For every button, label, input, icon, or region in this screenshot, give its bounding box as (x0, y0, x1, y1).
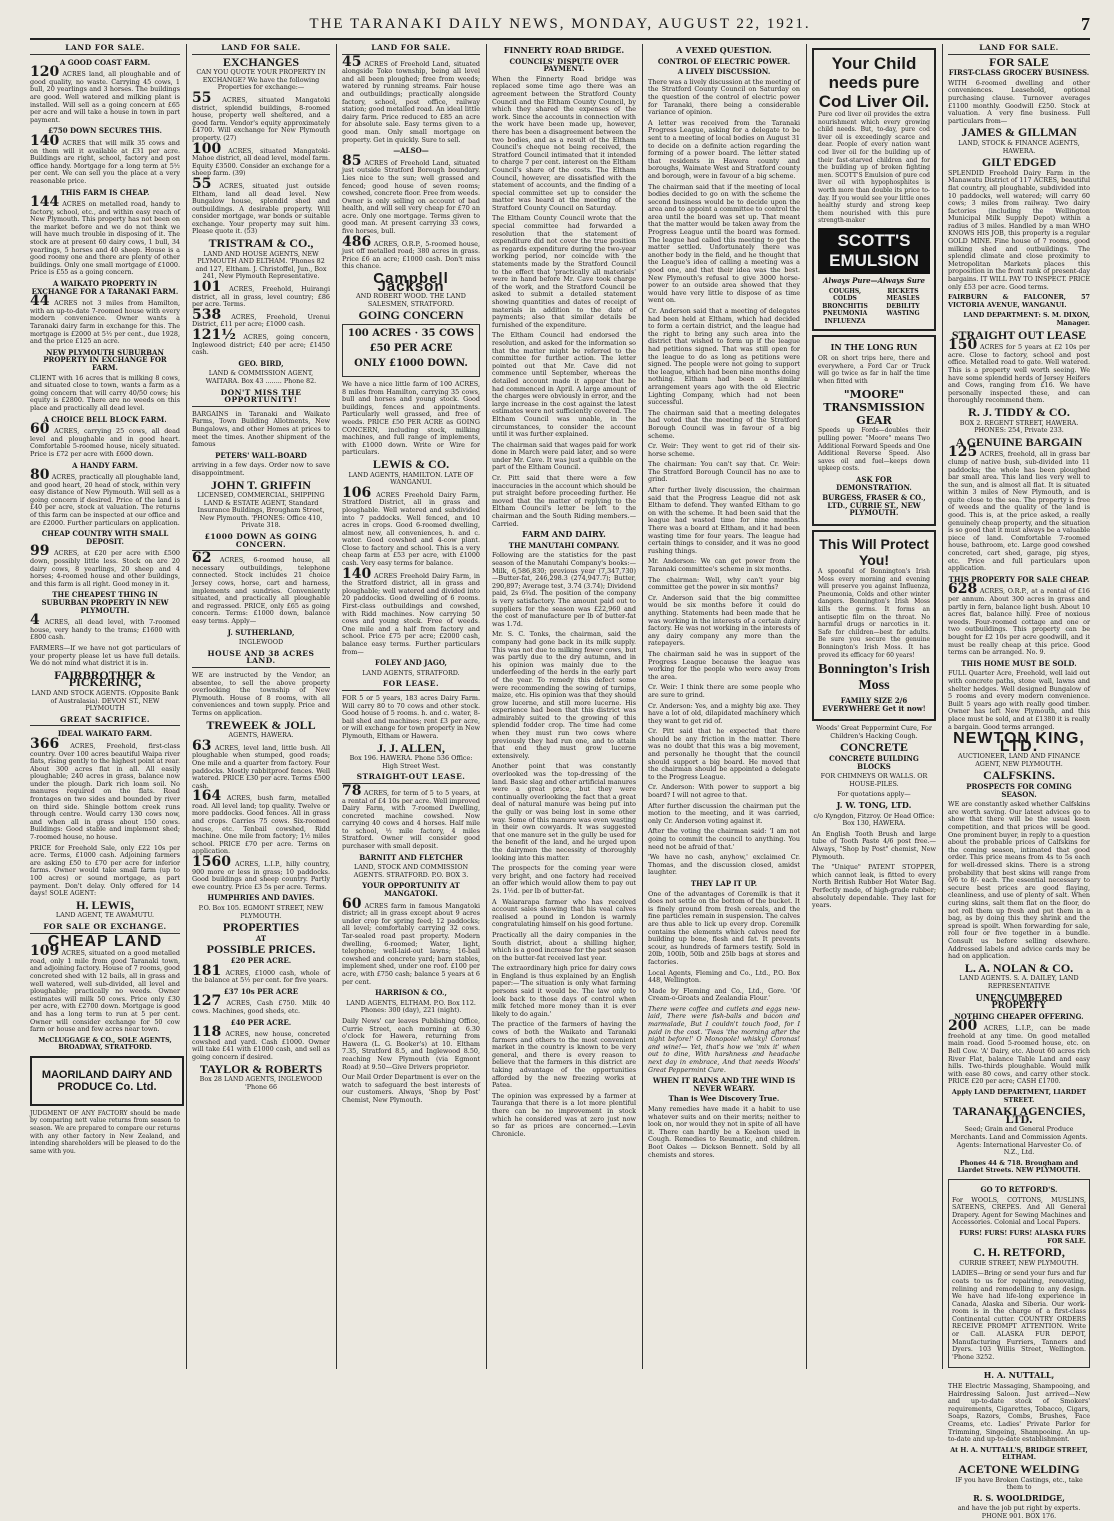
ad-body: 1560 ACRES, L.I.P., hilly country, 900 more or less in grass; 10 paddocks. Good buildings and sheep country. Partly ewe country. Price £3 5s per acre. Terms. (192, 854, 330, 891)
masthead (30, 14, 1090, 40)
ad-body: 366 ACRES, Freehold, first-class country. Over 100 acres beautiful Waipa river flats, rising gently to the highest point at rear. About 300 acres flat in all. All easily ploughable; 240 acres in grass, balance now under the plough. Dark rich loam soil. No manures required on the flats. Road frontages on two sides and bounded by river on third side. Shingle bottom creek runs through centre. Would carry 130 cows now, and when all in grass about 150 cows. Buildings: Good stable and implement shed; 7-roomed house, no house. (30, 735, 180, 842)
article-paragraph: Mr. Anderson: We can get power from the Taranaki committee's scheme in six months. (648, 557, 800, 573)
article-paragraph: Mr. S. C. Tonks, the chairman, said the company had gone back in its milk supply. This was not due to milking fewer cows, but was partly due to the dry autumn, and in his opinion was mainly due to the underfeeding of the herds in the early part of the year. To remedy this defect some were recommending the sowing of turnips, maize, etc. His opinion was that they should grow lucerne, and still more lucerne. His experience had been that this district was admirably suited to the growing of this splendid fodder crop. The time had come when they must run two cows where previously they had run one, and to attain that end they must grow lucerne extensively. (492, 630, 636, 760)
ad-body: 150 ACRES for 5 years at £2 10s per acre. Close to factory, school and post office. Metalled road to gate. Well watered. This is a property well worth seeing. We have some splendid herds of Jersey Heifers and Cows, ranging from £16. We have personally inspected these, and can thoroughly recommend them. (948, 337, 1090, 405)
ad-headline: IN THE LONG RUN (830, 342, 918, 353)
agent-details: AUCTIONEER, LAND AND FINANCE AGENT, NEW PLYMOUTH. (958, 752, 1080, 768)
agent-name: HUMPHRIES AND DAVIES. (207, 893, 315, 903)
ad-body: SPLENDID Freehold Dairy Farm in the Manawatu District of 117 ACRES, beautiful flat country, all ploughable, subdivided into 10 paddocks, well watered; will carry 60 cows; 3 miles from railway. Two dairy factories (including the Wellington Municipal Milk Supply Depot) within a radius of 3 miles. Handled by a man WHO KNOWS HIS JOB, this property is a regular GOLD MINE. Fine house of 7 rooms, good milking shed and outbuildings. The splendid climate and close proximity to Metropolitan Markets places this proposition in the front rank of present-day bargains. IT WILL PAY TO INSPECT. PRICE only £53 per acre. Good terms. (948, 168, 1090, 291)
ad-title: FIRST-CLASS GROCERY BUSINESS. (948, 68, 1090, 78)
ad-figures: ONLY £1000 DOWN. (354, 358, 468, 369)
notice-text: Our Mail Order Department is ever on the watch to safeguard the best interests of our customers. Always, 'Shop by Post' Chemist, New Plymouth. (342, 1073, 480, 1104)
ad-headline: STRAIGHT OUT LEASE (951, 327, 1087, 342)
ad-body: 4 ACRES, all dead level, with 7-roomed house, very handy to the trams; £1600 with £800 cash. (30, 612, 180, 642)
ad-headline: Your Child needs pure Cod Liver Oil. (818, 54, 930, 111)
column-1 (30, 44, 180, 1369)
masthead-title: THE TARANAKI DAILY NEWS, MONDAY, AUGUST 22, 1921. (309, 16, 811, 32)
article-paragraph: The chairman said he was in support of the Progress League because the league was working for the people who were away from the area. (648, 649, 800, 681)
ad-body: FULL Quarter Acre, Freehold, well laid out with concrete paths, stone wall, lawns and shelter hedges. Well designed Bungalow of 5 rooms and every modern convenience. Built 5 years ago with really good timber. Owner has left New Plymouth, and this place must be sold, and at £1380 it is really a bargain. Good terms arranged. (948, 669, 1090, 731)
ad-title: YOUR OPPORTUNITY AT MANGATOKI. (362, 881, 460, 899)
agent-name: TARANAKI AGENCIES, LTD. (952, 1104, 1086, 1126)
irish-moss-ad (812, 530, 936, 721)
ad-headline: POSSIBLE PRICES. (206, 942, 316, 957)
agent-name: H. LEWIS, (76, 897, 134, 912)
agent-details: LAND AND STOCK AGENTS. (Opposite Bank of Australasia). DEVON ST., NEW PLYMOUTH (31, 688, 179, 713)
acre-number: 120 (30, 64, 60, 81)
ad-headline: EXCHANGES (222, 54, 299, 69)
ad-body: 486 ACRES, O.R.P., 5-roomed house, just off metalled road; 380 acres in grass. Price £6 an acre; £1000 cash. Don't miss this chance. (342, 233, 480, 271)
agent-details: LAND DEPARTMENT: S. M. DIXON, Manager. (963, 311, 1090, 327)
agent-name: J. J. ALLEN, (377, 740, 445, 755)
column-4 (492, 44, 636, 1369)
article-paragraph: Cr. Pitt said that there were a few inaccuracies in the account which should be put straight before proceeding further. He moved that the matter of replying to the Eltham Council's letter be left to the chairman and the South Riding members.—Carried. (492, 474, 636, 528)
agent-details: LAND AGENTS, HAMILTON. LATE OF WANGANUI. (348, 470, 474, 487)
agent-details: Phones 44 & 718. Brougham and Liardet Streets. NEW PLYMOUTH. (957, 1158, 1081, 1175)
agent-name: JOHN T. GRIFFIN (211, 477, 311, 492)
ad-body: OR on short trips here, there and everywhere, a Ford Car or Truck will go twice as far in half the time when fitted with (818, 355, 930, 385)
article-paragraph: The chairman: Well, why can't your big committee get the power in six months? (648, 575, 800, 592)
ailment-list: COUGHS, COLDS BRONCHITIS PNEUMONIA INFLUENZA RICKETS MEASLES DEBILITY WASTING (822, 287, 920, 325)
article-paragraph: Cr. Weir: I think there are some people who are sure to grind. (648, 683, 800, 699)
article-headline: FARM AND DAIRY. (522, 529, 606, 540)
agent-name: R. S. WOOLDRIDGE, (973, 1492, 1065, 1503)
ad-title: A WAIKATO PROPERTY IN EXCHANGE FOR A TARANAKI FARM. (31, 279, 179, 296)
section-heading: FOR SALE OR EXCHANGE. (30, 923, 180, 934)
ad-headline: AT (255, 933, 267, 943)
agent-details: BOX 2. REGENT STREET, HAWERA. PHONES: 254, Private 233. (959, 418, 1079, 435)
retford-ad (948, 1179, 1090, 1368)
agent-details: Seed; Grain and General Produce Merchants. Land and Commission Agents. Agents: International Harvester Co. of N.Z., Ltd. (950, 1125, 1088, 1157)
article-paragraph: There was a lively discussion at the meeting of the Stratford County Council on Saturday on the question of the control of electric power for Taranaki, there being a considerable variance of opinion. (648, 77, 800, 117)
ad-body: 121½ ACRES, going concern, Inglewood district; £40 per acre; £1450 cash. (192, 327, 330, 357)
article-paragraph: Cr. Pitt said that he expected that there should be any friction in the matter. There was no doubt that this was a big movement, and personally he thought that the council should support a big board. He moved that the chairman should be appointed a delegate to the Progress League. (648, 727, 800, 781)
column-rule (186, 44, 187, 1369)
article-paragraph: The chairman: You can't say that. Cr. Weir: The Stratford Borough Council has no axe to grind. (648, 460, 800, 484)
ad-body: WE are constantly asked whether Calfskins are worth saving. Our latest advices go to show that there will be the usual keen competition, and that prices will be good. One prominent buyer, in reply to a question about the probable prices of Calfskins for the coming season, intimated that good order. This price means from 4s to 5s each for well-dressed skins. There is a strong probability that best skins will range from 6/6 to 8/- each. The essential necessary to secure best prices are good flaying, cleanliness, and use of plenty of salt. When curing skins, salt them flat on the floor, do not roll them up fresh and put them in a bag, as by doing this they shrink and the spread is spoilt. When forwarding for sale, roll four or five together in a bundle. Consult us before selling elsewhere. Addressed labels and advice cards may be had on application. (948, 800, 1090, 961)
column-2 (192, 44, 330, 1369)
ad-body: For quotations apply— (837, 790, 911, 799)
ad-headline: CHEAP LAND (47, 932, 163, 950)
article-paragraph: After further discussion the chairman put the motion to the meeting, and it was carried, only Cr. Anderson voting against it. (648, 801, 800, 825)
ad-title: PETERS' WALL-BOARD (215, 450, 307, 460)
ad-body: 118 ACRES, new house, concreted cowshed and yard. Cash £1000. Owner will take £41 with £1000 cash, and sell as going concern if desired. (192, 1024, 330, 1061)
agent-name: TRISTRAM & CO., (208, 236, 314, 251)
ad-body: FARMERS—If we have not got particulars of your property please let us have full details. We do not mind what district it is in. (30, 643, 180, 668)
ad-body: 127 ACRES, Cash £750. Milk 40 cows. Machines, good sheds, etc. (192, 993, 330, 1015)
agent-name: FAIRBROTHER & PICKERING, (54, 667, 156, 690)
agent-details: c/o Kyngdon, Fitzroy. Or Head Office: Box 130, HAWERA. (813, 811, 935, 828)
column-5 (648, 44, 800, 1369)
moore-gear-ad (812, 335, 936, 526)
agent-details: AND ROBERT WOOD. THE LAND SALESMEN, STRATFORD. (356, 292, 466, 308)
brand-logo: Bonnington's Irish Moss (818, 662, 930, 694)
agent-details: and have the job put right by experts. PHONE 901. BOX 176. (957, 1504, 1081, 1520)
ad-callout: FURS! FURS! FURS! ALASKA FURS FOR SALE. (959, 1228, 1086, 1245)
article-paragraph: Practically all the dairy companies in the South district, about a shilling higher, which is a good increase for the past season on the butter-fat received last year. (492, 930, 636, 962)
column-rule (942, 44, 943, 1369)
ad-headline: FOR SALE (989, 54, 1049, 69)
going-concern-box (342, 324, 480, 377)
ad-title: PROSPECTS FOR COMING SEASON. (966, 782, 1072, 799)
agent-details: At H. A. NUTTALL'S, BRIDGE STREET, ELTHAM. (950, 1445, 1088, 1462)
agent-details: LICENSED, COMMERCIAL, SHIPPING LAND & ESTATE AGENT, Standard Insurance Buildings, Brougham Street, New Plymouth. 'PHONES: Office 410, Private 318. (197, 491, 325, 530)
ad-figures: 100 ACRES · 35 COWS (347, 328, 475, 339)
agent-details: Apply LAND DEPARTMENT, LIARDET STREET. (951, 1088, 1087, 1104)
column-7 (948, 43, 1090, 1520)
article-paragraph: Cr. Anderson said that a meeting of delegates had been held at Eltham, which had decided to form a certain district, and the league had the right to bring any such area into the district that wished to form up if the league had petitions signed. That was still open for the league to do as long as petitions were signed. The people were not going to support the league, which had been nine months doing nothing. Eltham had been a similar arrangement years ago with the old Electric Lighting Company, which had not been successful. (648, 307, 800, 407)
agent-details: AGENTS, HAWERA. (228, 731, 294, 740)
ad-headline: This Will Protect You! (819, 535, 929, 568)
article-paragraph: The Eltham County Council wrote that the special committee had forwarded a resolution that the statement of expenditure did not cover the true position as regards expenditure during the two-year working period, nor coincide with the statements made by the Stratford Council to the effect that 'practically all materials' were in hand before Mr. Cave took charge of the work, and the Stratford Council be asked to submit a detailed statement showing quantities and dates of receipt of materials in addition to the date of payments; also that similar details be furnished of the expenditure. (492, 214, 636, 329)
section-heading: LAND FOR SALE. (342, 44, 480, 55)
agent-name: L. A. NOLAN & CO. (964, 960, 1074, 975)
article-paragraph: One of the advantages of Coremilk is that it does not settle on the bottom of the bucket. It is finely ground from fresh cereals, and the fine particles remain in suspension. The calves are thus able to lick up every drop. Coremilk contains the elements which calves need for building up bone, flesh and fat. It prevents scour, as hundreds of farmers testify. Sold in 20lb, 100lb, 50lb and 25lb bags at stores and factories. (648, 889, 800, 966)
ad-title: THIS PROPERTY FOR SALE CHEAP. (948, 574, 1090, 584)
section-heading: FOR LEASE. (342, 680, 480, 691)
agent-details: Box 196. HAWERA. Phone 536 Office: High Street West. (349, 754, 473, 770)
ad-body: 60 ACRES farm in famous Mangatoki district; all in grass except about 9 acres under crop for spring feed; 12 paddocks; all level; comfortably carrying 32 cows. Tar-sealed road past property. Modern dwelling, 6-roomed; Water, light, telephone; well-laid-out lawns; 16-bail cowshed and concrete yard; barn stables, implement shed, under one roof. £100 per acre, with £750 cash; balance 5 years at 6 per cent. (342, 895, 480, 986)
page-number: 7 (1081, 14, 1090, 34)
section-heading: LAND FOR SALE. (192, 44, 330, 55)
ad-body: FOR CHIMNEYS OR WALLS. OR HOUSE-PILES. (820, 772, 928, 788)
agent-name: TAYLOR & ROBERTS (199, 1061, 323, 1076)
ad-body: For WOOLS, COTTONS, MUSLINS, SATEENS, CREPES. And All General Drapery. Agent for Sewing Machines and Accessories. Colonial and Local Papers. (952, 1195, 1086, 1227)
ad-body: IF you have Broken Castings, etc., take them to (955, 1475, 1083, 1492)
ad-body: 55 ACRES, situated Mangatoki district, splendid buildings, 8-roomed house, property well sheltered, and a good farm. Vendor's equity approximately £4700. Will exchange for New Plymouth property. (27) (192, 89, 330, 142)
ad-body: An English Tooth Brush and large tube of Tooth Paste 4/6 post free.—Always, "Shop by Post" chemist, New Plymouth. (812, 829, 936, 861)
agent-name: NEWTON KING, LTD. (953, 730, 1085, 755)
ad-body: 109 ACRES, situated on a good metalled road, only 1 mile from good Taranaki town, and adjoining factory. House of 7 rooms, good concreted shed with 12 bails, all in grass and well watered, well sub-divided, all level and ploughable; practically no weeds. Owner estimates will milk 50 cows. Price only £30 per acre, with £2700 down. Mortgage is good and has a long term to run at 5 per cent. Owner will consider exchange for 50 cow farm or house and few acres near town. (30, 943, 180, 1034)
article-paragraph: Cr. Weir: They went to get rid of their six-horse scheme. (648, 442, 800, 458)
price-heading: £20 PER ACRE. (230, 955, 292, 965)
article-paragraph: The extraordinary high price for dairy cows in England is thus explained by an English paper:—'The situation is only what farming persons said it would be. The law only to look back to those days of control when milk fetched more money than it is ever likely to do again.' (492, 964, 636, 1018)
section-heading: £1000 DOWN AS GOING CONCERN. (192, 533, 330, 551)
ad-body: 140 ACRES that will milk 35 cows and on them will it available at £31 per acre. Buildings are right, school, factory and post office handy. Mortgage for a long term at 5½ per cent. We can sell you the place at a very reasonable price. (30, 132, 180, 185)
article-paragraph: The prospects for the coming year were very bright, and one factory had received an offer which would allow them to pay out 2s. 1½d. per lb of butter-fat. (492, 864, 636, 895)
price-heading: £37 10s PER ACRE (223, 986, 299, 996)
article-subheadline: CONTROL OF ELECTRIC POWER. (657, 56, 791, 66)
ad-body: 181 ACRES, £1000 cash, whole of the balance at 5½ per cent. for five years. (192, 962, 330, 985)
agent-details: LAND AGENTS, ELTHAM. P.O. Box 112. Phones: 300 (day), 221 (night). (346, 998, 476, 1015)
section-heading: LAND FOR SALE. (30, 44, 180, 55)
article-subheadline: THE MANUTAHI COMPANY. (508, 540, 620, 550)
maoriland-logo: MAORILAND DAIRY AND PRODUCE Co. Ltd. (30, 1056, 184, 1106)
agent-details: FAIRBURN & FALCONER, 57 VICTORIA AVENUE, WANGANUI. (948, 293, 1090, 309)
ad-body: THE Electric Massaging, Shampooing, and Hairdressing Saloon. Just arrived—New and up-to-date stock of Smokers' requirements, Cigarettes, Tobacco, Cigars, Soaps, Razors, Combs, Brushes, Face Creams, etc. Ladies' Private Parlor for Trimming, Singeing, Shampooing. An up-to-date and up-to-date establishment. (948, 1382, 1090, 1444)
ad-title: THIS HOME MUST BE SOLD. (961, 658, 1077, 668)
ad-callout: ASK FOR DEMONSTRATION. (836, 475, 912, 492)
ad-divider-label: —ALSO— (393, 146, 429, 156)
column-rule (336, 44, 337, 1369)
ad-body: Woods' Great Peppermint Cure, For Children's Hacking Cough. (816, 724, 932, 740)
column-3 (342, 44, 480, 1369)
article-paragraph: The chairman said that a meeting delegates had voted that the meeting of the Stratford Borough Council was in favour of a big scheme. (648, 408, 800, 440)
agent-details: LAND & COMMISSION AGENT, WAITARA. Box 43 ........ Phone 82. (205, 369, 317, 385)
ad-body: CLIENT with 16 acres that is milking 8 cows, and situated close to town, wants a farm as a going concern that will carry 40/50 cows; his equity is £2800. There are no weeds on this place and practically all dead level. (30, 373, 180, 412)
column-rule (642, 44, 643, 1369)
ad-headline: PROPERTIES (222, 920, 300, 935)
column-rule (806, 44, 807, 1369)
agent-name: Campbell Jackson (373, 270, 449, 295)
ad-body: BARGAINS in Taranaki and Waikato Farms, Town Building Allotments, New Bungalows, and other Homes at prices to meet the times. Another shipment of the famous (192, 409, 330, 449)
ad-title: A GOOD COAST FARM. (59, 57, 151, 67)
ad-headline: GOING CONCERN (358, 308, 464, 323)
ad-body: 120 ACRES land, all ploughable and of good quality, no waste. Carrying 45 cows, 1 bull, 20 yearlings and 3 horses. The buildings are good. Well watered and milking plant is installed. Will sell as a going concern at £65 per acre and will take a house in town in part payment. (30, 64, 180, 124)
agent-details: LAND, STOCK AND COMMISSION AGENTS. STRATFORD. P.O. BOX 3. (353, 863, 469, 879)
agent-name: BARNITT AND FLETCHER (359, 852, 463, 862)
article-paragraph: The opinion was expressed by a farmer at Tauranga that there is a lot more plentiful there can be no improvement in stock which he considered was at zero just now so far as prices are concerned.—Levin Chronicle. (492, 1091, 636, 1138)
ad-body: JUDGMENT OF ANY FACTORY should be made by comparing nett value returns from season to season. We are prepared to compare our returns with any other factory in New Zealand, and intending shareholders will be pleased to do the same with you. (30, 1109, 180, 1155)
brand-logo: "MOORE" TRANSMISSION GEAR (823, 388, 925, 428)
agent-name: GEO. BIRD, (238, 358, 284, 368)
ad-title: IDEAL WAIKATO FARM. (57, 729, 153, 739)
article-subheadline: COUNCILS' DISPUTE OVER PAYMENT. (509, 56, 619, 74)
notice-text: Daily News' car leaves Publishing Office, Currie Street, each morning at 6.30 o'clock for Hawera, returning from Hawera (L. G. Booker's) at 10. Eltham 7.35, Stratford 8.5, and Inglewood 8.50, reaching New Plymouth (via Egmont Road) at 9.50—Give Drivers proprietor. (342, 1016, 480, 1071)
ad-body: 80 ACRES, practically all ploughable land, and good heart, 20 head of stock, within very easy distance of New Plymouth. Will sell as a going concern if desired. Price of the land is £40 per acre, stock at valuation. The returns of this farm can be inspected at our office and are £2000. Further particulars on application. (30, 467, 180, 527)
ad-body: We have a nice little farm of 100 ACRES, 8 miles from Hamilton, carrying 35 cows, bull and horses and young stock. Good buildings, fences and appointments. Particularly well grassed, and free of weeds. PRICE £50 PER ACRE as GOING CONCERN, including stock, milking machines, and full range of implements, with £1000 down. Write or Wire for particulars. (342, 380, 480, 457)
agent-details: LAND AGENTS. S. A. DAILEY, LAND REPRESENTATIVE (959, 974, 1079, 990)
ad-body: 200 ACRES, L.I.P., can be made freehold at any time. On good metalled main road. Good 5-roomed house, etc. on Bell Cow. 'A' Dairy, etc. About 60 acres rich River Flat, balance Table Land and easy hills. Two-thirds ploughable. Would milk with ease 80 cows, and carry other stock. PRICE £20 per acre; CASH £1700. (948, 1018, 1090, 1086)
article-paragraph: Made by Fleming and Co., Ltd., Gore. 'Of Cream-o-Groats and Zealandia Flour.' (648, 986, 800, 1003)
ad-body: 538 ACRES, Freehold, Urenui District, £11 per acre; £1000 cash. (192, 306, 330, 329)
ad-headline: UNENCUMBERED PROPERTY (975, 992, 1063, 1012)
ad-body: 63 ACRES, level land, little bush. All ploughable when stumped, good roads; One mile and a quarter from factory. Four paddocks. Mostly rabbitproof fences. Well watered. PRICE £30 per acre. Terms £500 cash. (192, 737, 330, 790)
verse: There were coffee and cutlets and eggs new-laid, There were fish-balls and bacon and marmalade, But I couldn't touch food, for I paid in the cost. 'Twas 'the morning after the night before!' O Monopole! whisky! Coronas! and wine!— Yet, that's how we 'mix it' when out to dine, With harshness and headache next day in embrace, And that needs Woods' Great Peppermint Cure. (648, 1004, 800, 1074)
ad-body: The "Unique" PATENT STOPPER, which cannot leak, is fitted to every North British Rubber Hot Water Bag. Perfectly made, of high-grade rubber; absolutely dependable. They last for years. (812, 863, 936, 910)
ad-title: THIS FARM IS CHEAP. (60, 187, 150, 197)
ad-tagline: Always Pure—Always Sure (823, 275, 925, 285)
ad-body: WE are instructed by the Vendor, an absentee, to sell the above property overlooking the township of New Plymouth. House of 8 rooms, with all conveniences and town supply. Price and Terms on application. (192, 670, 330, 717)
ad-body: PRICE for Freehold Sale, only £22 10s per acre. Terms, £1000 cash. Adjoining farmers are asking £50 to £70 per acre for inferior farms. Owner would take small farm (up to 100 acres) or sound mortgage, as part payment. Don't delay. Only offered for 14 days! SOLE AGENT: (30, 843, 180, 898)
agent-name: J. SUTHERLAND, (227, 627, 295, 637)
dealer-name: BURGESS, FRASER & CO., LTD., CURRIE ST., NEW PLYMOUTH. (822, 493, 926, 518)
article-paragraph: The chairman said that wages paid for work done in March were paid later, and so were under Mr. Cave. It was just a quibble on the part of the Eltham Council. (492, 440, 636, 472)
agent-name: H. A. NUTTALL, (983, 1370, 1055, 1381)
article-paragraph: Cr. Anderson: Yes, and a mighty big axe. They have a lot of old, dilapidated machinery which they want to get rid of. (648, 701, 800, 725)
section-heading: STRAIGHT-OUT LEASE. (342, 773, 480, 784)
ad-body: 106 ACRES Freehold Dairy Farm, Stratford District, all in grass and ploughable. Well watered and subdivided into 7 paddocks. Well fenced, and 10 acres in crops. Good 6-roomed dwelling, almost new, all conveniences, h. and c. water. Good cowshed and 4-cow plant. Close to factory and school. This is a very cheap farm at £53 per acre, with £1000 cash. Very easy terms for balance. (342, 484, 480, 568)
section-heading: HOUSE AND 38 ACRES LAND. (192, 650, 330, 668)
ad-title: NOTHING CHEAPER OFFERING. (954, 1011, 1084, 1021)
ad-body: LADIES—Bring or send your furs and fur coats to us for repairing, renovating, relining and remodelling to any design. We have had life-long experience in Canada, Alaska and Siberia. Our work-room is in the charge of a first-class Continental cutter. COUNTRY ORDERS RECEIVE PROMPT ATTENTION. Write or Call. ALASKA FUR DEPOT, Manufacturing Furriers, Tanners and Dyers. 103 Willis Street, Wellington. 'Phone 3252. (952, 1269, 1086, 1361)
article-paragraph: After the voting the chairman said: 'I am not going to commit the council to anything. You need not be afraid of that.' (648, 827, 800, 851)
agent-details: LAND AGENT, TE AWAMUTU. (55, 911, 155, 920)
article-paragraph: The practice of the farmers of having the cows of both the Waikato and Taranaki farmers and others to the most convenient market in the country is known to be very general, and there is every reason to believe that the farmers in this district are taking advantage of the opportunities afforded by the new freezing works at Patea. (492, 1020, 636, 1090)
article-paragraph: Cr. Anderson: With power to support a big board? I will not agree to that. (648, 783, 800, 800)
ad-tagline: FAMILY SIZE 2/6 EVERYWHERE Get it now! (822, 696, 926, 713)
section-heading: LAND FOR SALE. (948, 44, 1090, 55)
section-heading: DON'T MISS THE OPPORTUNITY! (192, 389, 330, 407)
ad-body: 164 ACRES, bush farm, metalled road. All level land; top quality. Twelve or more paddocks. Good fences. All in grass and crops. Carries 75 cows. Six-roomed house, etc. Tenbail cowshed, Ridd machine. One mile from factory; 1½ miles school. PRICE £70 per acre. Terms on application. (192, 788, 330, 856)
agent-details: McCLUGGAGE & CO., SOLE AGENTS, BROADWAY, STRATFORD. (38, 1035, 172, 1052)
article-paragraph: The Eltham Council had endorsed the resolution, and asked for the information so that the matter might be referred to the committee for further action. The letter pointed out that Mr. Cave did not commence until September, whereas the detailed account made it appear that he had commenced in April. A large amount of the charges were obviously in error, and the large increase in the cost against the latest estimates were not sufficiently covered. The Eltham Council was unable, in the circumstances, to consider the account until it was further explained. (492, 331, 636, 439)
agent-details: LAND AGENTS, STRATFORD. (362, 668, 460, 677)
article-paragraph: A letter was received from the Taranaki Progress League, asking for a delegate to be sent to a meeting of local bodies on August 31 to decide on a definite action regarding the forming of a power board. The letter stated that residents in Hawera county and boroughs, Waimate West and Stratford county and borough, were in favour of a big scheme. (648, 118, 800, 180)
article-paragraph: A Waiararapa farmer who has received account sales showing that his veal calves realised a pound in London is warmly congratulating himself on his good fortune. (492, 897, 636, 929)
ad-body: 100 ACRES, situated Mangatoki-Mahoe district, all dead level, model farm. Equity £3500. Consider an exchange for a sheep farm. (39) (192, 140, 330, 178)
ad-title: THE CHEAPEST THING IN SUBURBAN PROPERTY IN NEW PLYMOUTH. (41, 590, 169, 615)
ad-body: CAN YOU QUOTE YOUR PROPERTY IN EXCHANGE? We have the following Properties for exchange:— (196, 68, 326, 92)
agent-details: CURRIE STREET, NEW PLYMOUTH. (959, 1258, 1079, 1267)
article-headline: THEY LAP IT UP. (690, 878, 758, 888)
ad-body: Pure cod liver oil provides the extra nourishment which every growing child needs. But, to-day, pure cod liver oil is exceedingly scarce and dear. People of every nation want cod liver oil for the building up of their fast-starved children and for the building up of broken fighting men. SCOTT'S Emulsion of pure cod liver oil with hypophosphites is worth more than double its price to-day. If you would see your little ones healthy sturdy and strong keep them nourished with this pure strength-maker (818, 111, 930, 225)
agent-name: R. J. TIDDY & CO. (968, 404, 1070, 419)
price-heading: £40 PER ACRE. (230, 1017, 292, 1027)
article-paragraph: The chairman said that if the meeting of local bodies decided to go on with the scheme the second business would be to decide upon the area and to appoint a committee to control the area until the board was set up. That meant that the matter would be taken away from the Progress League until the board was formed. The league had called this meeting to get the matter settled. Unfortunately there was another body in the field, and he thought that the League's idea of calling a meeting was a good one, and that their idea was the best. New Plymouth's refusal to give 3000 horse-power to an outside area showed that they would have very little to dispose of as time went on. (648, 182, 800, 305)
agent-name: LEWIS & CO. (372, 456, 450, 471)
ad-body: 628 ACRES, O.R.P., at a rental of £16 per annum. About 300 acres in grass and partly in fern, balance light bush. About 10 acres flat, balance hilly. Free of noxious weeds. Four-roomed cottage and one or two outbuildings. This property can be bought for £2 10s per acre goodwill, and it must be really cheap at this price. Good terms can be arranged. No. 9. (948, 581, 1090, 657)
article-paragraph: When the Finnerty Road bridge was replaced some time ago there was an agreement between the Stratford County Council and the Eltham County Council, by which they shared the expenses of the work. Since the accounts in connection with the work have been made up, however, there has been a disagreement between the two bodies, and as a result of the Eltham Council's cheque not being received, the Stratford Council intimated that it intended to charge 7 per cent. interest on the Eltham Council's share of the costs. The Eltham Council, however, are dissatisfied with the statement of accounts, and the finding of a special committee set up to consider the matter was heard at the meeting of the Stratford County Council on Saturday. (492, 74, 636, 212)
agent-name: FOLEY AND JAGO, (375, 658, 447, 668)
ad-body: 60 ACRES, carrying 25 cows, all dead level and ploughable and in good heart. Comfortable 5-roomed house, nicely situated. Price is £72 per acre with £600 down. (30, 421, 180, 458)
ad-title: A HANDY FARM. (72, 460, 138, 470)
ad-body: arriving in a few days. Order now to save disappointment. (192, 461, 330, 477)
ad-headline: GO TO RETFORD'S. (980, 1184, 1058, 1194)
agent-name: TREWEEK & JOLL (206, 717, 316, 732)
ad-title: NEW PLYMOUTH SUBURBAN PROPERTY IN EXCHANGE FOR FARM. (43, 347, 167, 372)
ad-body: A spoonful of Bonnington's Irish Moss every morning and evening will preserve you against Influenza, Pneumonia, Colds and other winter dangers. Bonnington's Irish Moss kills the germs. It forms an antiseptic film on the throat. No harmful drugs or narcotics in it. Safe for children—best for adults. Be sure you secure the genuine Bonnington's Irish Moss. It has proved its efficacy for 60 years! (818, 567, 930, 659)
article-subheadline: A LIVELY DISCUSSION. (677, 67, 771, 77)
ad-body: 99 ACRES, at £20 per acre with £500 down, possibly little less. Stock on are 20 dairy cows, 8 yearlings, 20 sheep and 4 horses; 4-roomed house and other buildings, and this farm is all right. Good money in it. (30, 543, 180, 588)
agent-name: J. W. TONG, LTD. (836, 800, 912, 811)
brand-logo: SCOTT'S EMULSION (818, 228, 930, 274)
ad-body: 55 ACRES, situated just outside Eltham, land all dead level. New Bungalow house, splendid shed and outbuildings. A desirable property. Will consider mortgage, war bonds or suitable exchange. Your property may suit him. Please quote it. (53) (192, 175, 330, 236)
article-paragraph: Local Agents, Fleming and Co., Ltd., P.O. Box 448, Wellington. (648, 968, 800, 985)
ad-body: FOR 5 or 5 years, 183 acres Dairy Farm. Will carry 80 to 70 cows and other stock. Good house of 5 rooms. h. and c. water, 8-bail shed and machines; rent £3 per acre, or will exchange for town property in New Plymouth, Eltham or Hawera. (342, 693, 480, 740)
scotts-emulsion-ad (812, 48, 936, 331)
agent-name: JAMES & GILLMAN (961, 125, 1077, 140)
ad-body: 125 ACRES, freehold, all in grass bar clump of native bush, sub-divided into 11 paddocks; the whole has been ploughed bar small area. This land lies very well to the sun, and is almost all flat. It is situated within 3 miles of New Plymouth, and is quite close to the sea. The property is free of weeds and the quality of the land is good. This is, at the price asked, a really genuinely cheap property, and the situation is so good that it must always be a valuable piece of land. Comfortable 7-roomed house, bathroom, etc. Large good cowshed concreted, cart shed, garage, pig styes, etc. Price and full particulars upon application. (948, 444, 1090, 573)
ad-body: 78 ACRES, for term of 5 to 5 years, at a rental of £4 10s per acre. Well improved Dairy Farm, with 7-roomed Dwelling, concreted machine cowshed. Now carrying 40 cows and 4 horses. Half mile to school, ½ mile factory, 4 miles Stratford. Owner will consider good purchaser with small deposit. (342, 782, 480, 851)
agent-details: P.O. Box 105. EGMONT STREET, NEW PLYMOUTH. (198, 904, 324, 920)
article-headline: A VEXED QUESTION. (676, 45, 772, 55)
ad-title: CHEAP COUNTRY WITH SMALL DEPOSIT. (41, 529, 169, 546)
article-headline: WHEN IT RAINS AND THE WIND IS NEVER WEARY. (652, 1076, 796, 1093)
ad-body: 101 ACRES, Freehold, Huirangi district, all in grass, level country; £86 per acre. Terms. (192, 279, 330, 309)
article-headline: FINNERTY ROAD BRIDGE. (503, 45, 625, 55)
ad-body: 85 ACRES of Freehold Land, situated just outside Stratford Borough boundary. Lies nice to the sun; well grassed and fenced; good house of seven rooms; cowshed, concrete floor. Free from weeds. Owner is only selling on account of bad health, and will sell very cheap for £70 an acre. Only one mortgage. Terms given to good man. At present carrying 33 cows, five horses, bull. (342, 152, 480, 236)
ad-body: 140 ACRES Freehold Dairy Farm, in the Stratford district, all in grass and ploughable; well watered and divided into 20 paddocks. Good dwelling of 6 rooms. First-class outbuildings and cowshed, with Ridd machines. Now carrying 50 cows and young stock. Free of weeds. One mile and a half from factory and school. Price £75 per acre; £2000 cash, balance easy terms. Further particulars from— (342, 565, 480, 656)
agent-name: C. H. RETFORD, (973, 1245, 1065, 1260)
article-paragraph: After further lively discussion, the chairman said that the Progress League did not ask Eltham to defend. They wanted Eltham to go on with the scheme. It had been said that the league had wasted time for nine months. There was a board at Eltham, and it had been wasting time for four years. The league had certain things to consider, and it was no good rushing things. (648, 486, 800, 555)
article-subheadline: Than is Wee Discovery True. (668, 1094, 780, 1104)
ad-body: Speeds up Fords—doubles their pulling power. "Moore" means Two Additional Forward Speeds and One Additional Reverse Speed. Also saves oil and fuel—keeps down upkeep costs. (818, 427, 930, 473)
article-paragraph: 'We have no cash, anyhow,' exclaimed Cr. Thomas, and the discussion closed, amidst laughter. (648, 853, 800, 877)
ad-headline: GILT EDGED (981, 155, 1057, 170)
agent-details: LAND, STOCK & FINANCE AGENTS, HAWERA. (958, 138, 1080, 155)
article-paragraph: Another point that was constantly overlooked was the top-dressing of the land. Basic slag and other artificial manures were a great price, but they were continually overlooking the fact that a great deal of natural manure was being put into the gully or was being lost in some other way. Some of this manure was even wasting in their own cowyards. It was suggested that one manure set in the gully be used for the benefit of the land, and he urged upon the dairymen the necessity of thoroughly looking into this matter. (492, 762, 636, 862)
column-6 (812, 44, 936, 1369)
ad-body: 45 ACRES of Freehold Land, situated alongside Toko township, being all level and all been ploughed; free from weeds; watered by running streams. Fair house and outbuildings; practically alongside factory, school, post office, railway station; good metalled road. An ideal little dairy farm. Price reduced to £85 an acre for absolute sale. Easy terms given to a good man. Only small mortgage on property. Get in quickly. Sure to sell. (342, 53, 480, 144)
agent-name: HARRISON & CO., (375, 988, 447, 998)
ad-headline: CALFSKINS. (983, 768, 1055, 783)
ad-figures: £50 PER ACRE (369, 343, 453, 354)
ad-title: CONCRETE BUILDING BLOCKS (829, 754, 919, 771)
agent-details: Box 28 LAND AGENTS, INGLEWOOD 'Phone 66 (199, 1075, 323, 1091)
ad-body: WITH 6-roomed dwelling and other conveniences. Leasehold, optional purchasing clause. Turnover averages £1100 monthly. Goodwill £250. Stock at valuation. A very fine business. Full particulars from— (948, 78, 1090, 125)
ad-title: A CHOICE BELL BLOCK FARM. (43, 414, 167, 424)
agent-details: INGLEWOOD (238, 638, 284, 647)
column-rule (486, 44, 487, 1369)
section-heading: GREAT SACRIFICE. (30, 716, 180, 727)
ad-body: 62 ACRES, 6-roomed house, all necessary outbuildings, telephone connected. Stock includes 21 choice Jersey cows, horse, cart and harness, implements and sundries. Conveniently situated, and practically all ploughable and regrassed. PRICE, only £65 as going concern. Terms: £1000 down, balance easy terms. Apply— (192, 550, 330, 625)
ad-headline: ACETONE WELDING (958, 1461, 1080, 1476)
ad-headline: A GENUINE BARGAIN (955, 434, 1083, 449)
ad-body: 144 ACRES on metalled road, handy to factory, school, etc., and within easy reach of New Plymouth. This property has not been on the market before and we do not think we will have much trouble in disposing of it. The stock are at present 60 dairy cows, 1 bull, 34 yearlings, 5 horses and 40 sheep. House is a good roomy one and there are plenty of other buildings. Only one small mortgage of £1000. Price is £55 as a going concern. (30, 194, 180, 277)
agent-details: LAND AND HOUSE AGENTS, NEW PLYMOUTH AND ELTHAM. 'Phones 82 and 127, Eltham. J. Christoffel, Jun., Box 241, New Plymouth Representative. (195, 249, 327, 281)
ad-body: 44 ACRES not 3 miles from Hamilton, with an up-to-date 7-roomed house with every modern convenience. Owner wants a Taranaki dairy farm in exchange for this. The mortgage is £2000 at 5½ per cent., due 1928, and the price £125 an acre. (30, 293, 180, 346)
ad-title: £750 DOWN SECURES THIS. (48, 126, 162, 136)
article-paragraph: Cr. Anderson said that the big committee would be six months before it could do anything. Statements had been made that he was working in the interests of a certain dairy factory. He was not working in the interests of any dairy company any more than the ratepayers. (648, 593, 800, 648)
article-paragraph: Following are the statistics for the past season of the Manutahi Company's books:—Milk, 6,586,830; previous year (7,347,730)—Butter-fat, 246,298.3 (274,947.7); Butter, 290,897; Average test, 3.74 (3.74); Dividend paid, 2s 6¾d. The position of the company is very satisfactory. The amount paid out to suppliers for the season was £22,960 and the cost of manufacture per lb of butter-fat was 1.7d. (492, 551, 636, 628)
ad-headline: CONCRETE (839, 740, 908, 755)
article-paragraph: Many remedies have made it a habit to use whatever suits and on their merits; neither to look on, nor would they not in spite of all have it. There can hardly be a Keelson used in Cough. Remedies to Reumatic, and children. Boot Oakes — Dickson Bennett. Sold by all chemists and stores. (648, 1105, 800, 1159)
